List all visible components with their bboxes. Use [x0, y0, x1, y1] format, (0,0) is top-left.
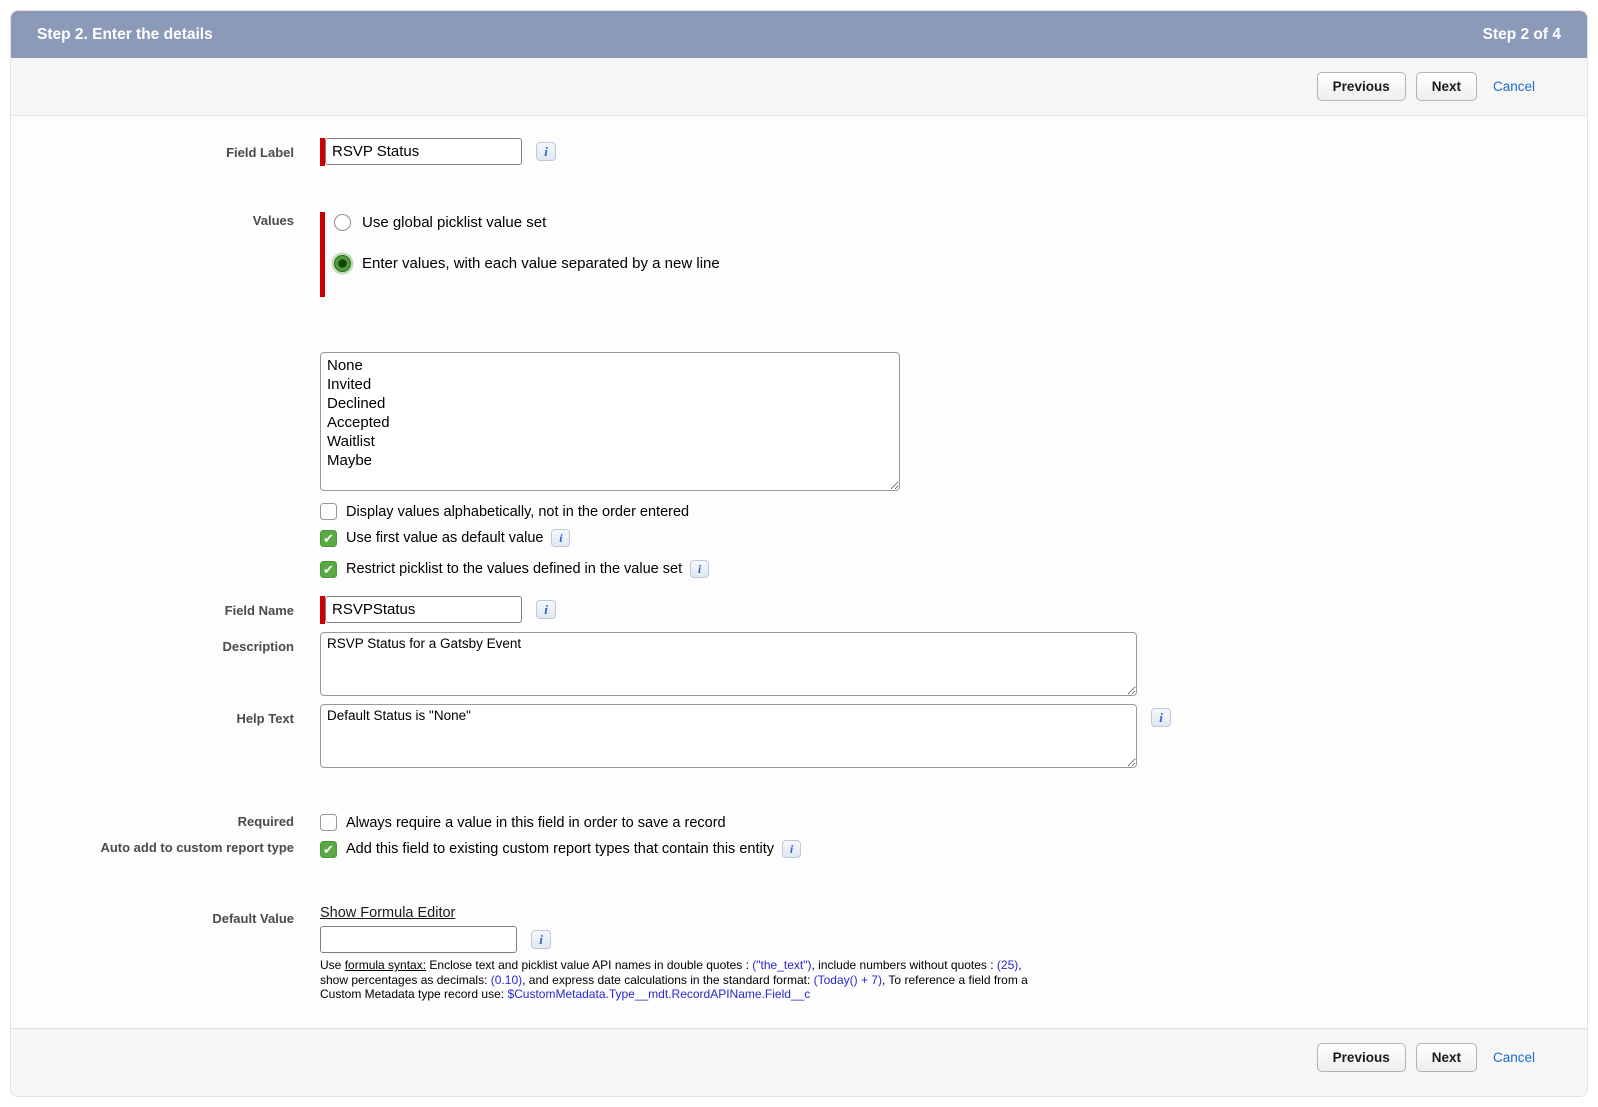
enter-values-option[interactable] [334, 255, 720, 272]
description-row [11, 632, 1587, 696]
required-label: Required [237, 814, 294, 829]
wizard-header [11, 11, 1587, 58]
auto-add-label: Auto add to custom report type [100, 840, 294, 855]
values-row [11, 212, 1587, 297]
first-value-default-row [11, 529, 1587, 547]
auto-add-checkbox[interactable] [320, 841, 337, 858]
bottom-toolbar [11, 1028, 1587, 1096]
field-name-label: Field Name [224, 603, 294, 618]
step-indicator: Step 2 of 4 [1482, 25, 1561, 43]
formula-syntax-hint: Use formula syntax: Enclose text and picklist value API names in double quotes : ("the_text"), include numbers without quotes : (25), show percentages as decimals: (0.10), and express date calculations in the standard format: (Today() + 7), To reference a field from a Custom Metadata type record use: $CustomMetadata.Type__mdt.RecordAPIName.Field__c [320, 958, 1028, 1001]
sort-alpha-label: Display values alphabetically, not in the order entered [346, 503, 690, 520]
field-details-form [11, 116, 1587, 1028]
global-picklist-option-label: Use global picklist value set [362, 214, 547, 231]
info-icon[interactable]: i [536, 600, 556, 619]
info-icon[interactable]: i [536, 142, 556, 161]
field-label-label: Field Label [226, 145, 294, 160]
values-label: Values [252, 213, 294, 228]
description-label: Description [222, 639, 294, 654]
field-label-input[interactable] [325, 138, 522, 165]
info-icon[interactable]: i [782, 840, 801, 858]
required-row [11, 814, 1587, 831]
auto-add-report-type-row [11, 840, 1587, 858]
next-button[interactable]: Next [1416, 1043, 1477, 1072]
picklist-values-textarea[interactable] [320, 352, 900, 491]
global-picklist-option[interactable] [334, 214, 720, 231]
description-textarea[interactable] [320, 632, 1137, 696]
required-indicator-bar [320, 212, 325, 297]
page-title: Step 2. Enter the details [37, 25, 213, 43]
help-text-label: Help Text [236, 711, 294, 726]
sort-alpha-row [11, 503, 1587, 520]
show-formula-editor-link[interactable]: Show Formula Editor [320, 905, 456, 921]
info-icon[interactable]: i [1151, 708, 1171, 727]
help-text-textarea[interactable] [320, 704, 1137, 768]
field-name-row [11, 596, 1587, 624]
restrict-picklist-row [11, 560, 1587, 578]
info-icon[interactable]: i [551, 529, 570, 547]
wizard-panel [10, 10, 1588, 1097]
info-icon[interactable]: i [531, 930, 551, 949]
cancel-link[interactable]: Cancel [1492, 79, 1535, 94]
global-picklist-radio[interactable] [334, 214, 351, 231]
info-icon[interactable]: i [690, 560, 709, 578]
picklist-entries-row [11, 352, 1587, 491]
default-value-label: Default Value [212, 911, 294, 926]
default-value-input[interactable] [320, 926, 517, 953]
default-value-row [11, 904, 1587, 1002]
first-value-default-label: Use first value as default value [346, 530, 544, 546]
top-toolbar [11, 58, 1587, 116]
next-button[interactable]: Next [1416, 72, 1477, 101]
auto-add-checkbox-label: Add this field to existing custom report types that contain this entity [346, 841, 774, 857]
first-value-default-checkbox[interactable] [320, 530, 337, 547]
field-name-input[interactable] [325, 596, 522, 623]
enter-values-radio[interactable] [334, 255, 351, 272]
help-text-row [11, 704, 1587, 768]
sort-alpha-checkbox[interactable] [320, 503, 337, 520]
field-label-row [11, 138, 1587, 166]
previous-button[interactable]: Previous [1317, 72, 1406, 101]
required-checkbox-label: Always require a value in this field in order to save a record [346, 814, 726, 831]
cancel-link[interactable]: Cancel [1492, 1049, 1535, 1065]
restrict-picklist-checkbox[interactable] [320, 561, 337, 578]
restrict-picklist-label: Restrict picklist to the values defined in the value set [346, 561, 683, 577]
required-checkbox[interactable] [320, 814, 337, 831]
previous-button[interactable]: Previous [1317, 1043, 1406, 1072]
enter-values-option-label: Enter values, with each value separated by a new line [362, 255, 720, 272]
